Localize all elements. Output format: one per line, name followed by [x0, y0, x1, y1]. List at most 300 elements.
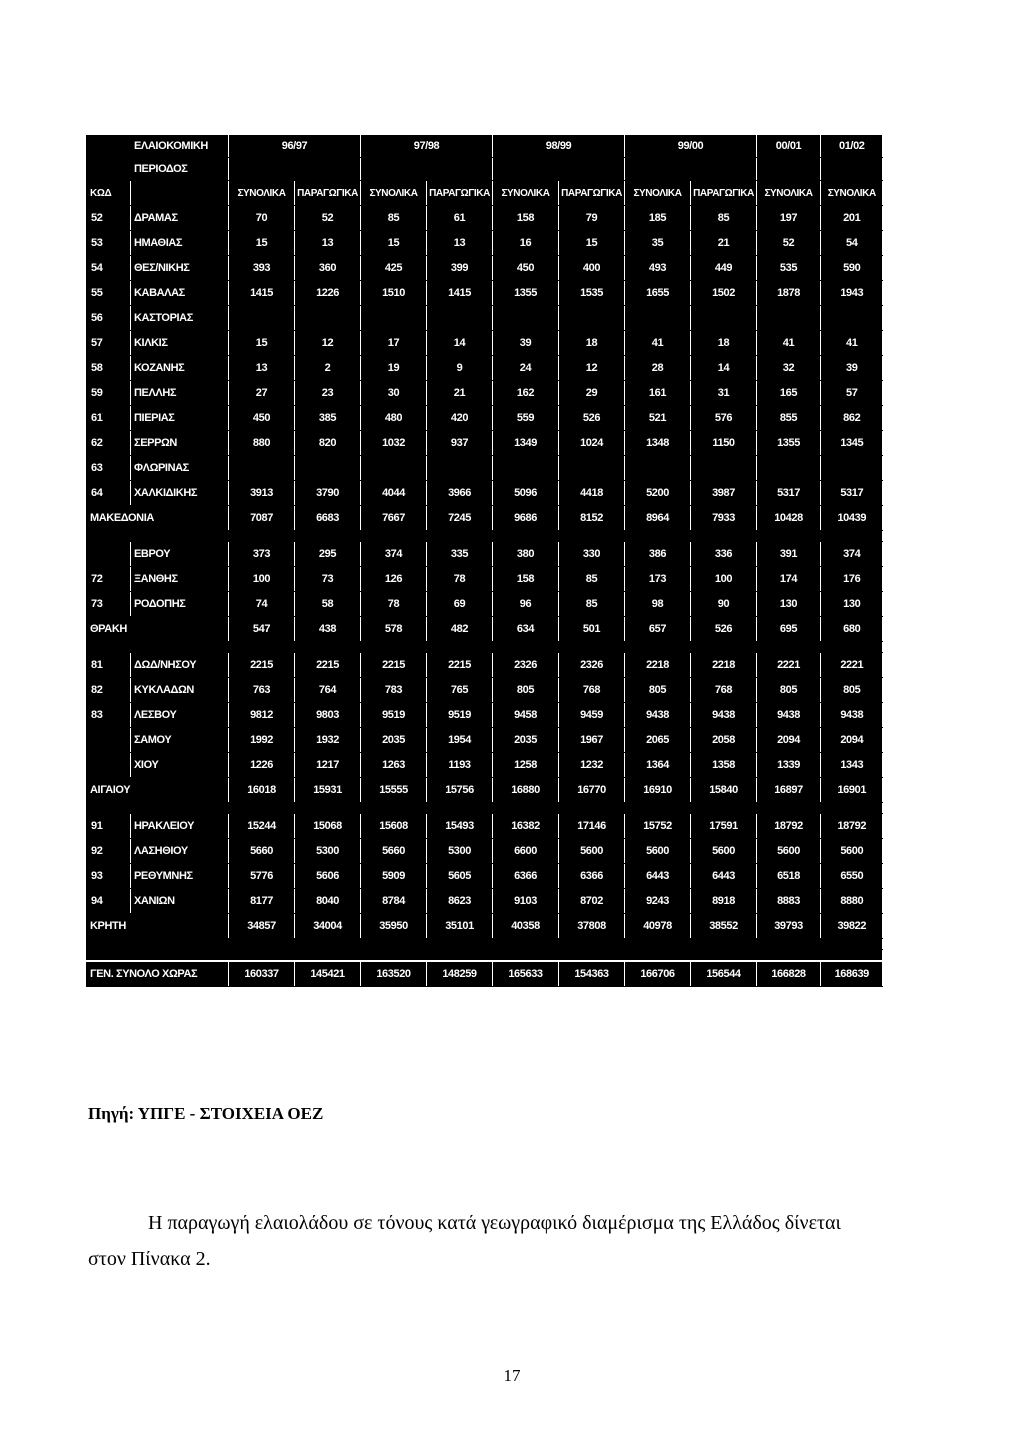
value-cell: 78 [427, 567, 493, 592]
value-cell: 16770 [559, 778, 625, 803]
value-cell: 160337 [229, 961, 295, 987]
value-cell: 2065 [625, 728, 691, 753]
value-cell: 1349 [493, 431, 559, 456]
value-cell: 39 [821, 356, 883, 381]
value-cell: 1226 [229, 753, 295, 778]
value-cell: 521 [625, 406, 691, 431]
value-cell: 15 [559, 231, 625, 256]
value-cell: 174 [757, 567, 821, 592]
value-cell: 145421 [295, 961, 361, 987]
value-cell: 5317 [821, 481, 883, 506]
value-cell: 17 [361, 331, 427, 356]
prefecture-name: ΚΟΖΑΝΗΣ [131, 356, 229, 381]
value-cell [295, 456, 361, 481]
value-cell: 8177 [229, 889, 295, 914]
value-cell: 16910 [625, 778, 691, 803]
value-cell: 185 [625, 206, 691, 231]
value-cell [427, 306, 493, 331]
value-cell: 18792 [757, 814, 821, 839]
value-cell: 39793 [757, 914, 821, 939]
value-cell: 5300 [427, 839, 493, 864]
value-cell: 2215 [427, 653, 493, 678]
value-cell: 295 [295, 542, 361, 567]
subheader-cell: ΣΥΝΟΛΙΚΑ [229, 181, 295, 206]
value-cell: 52 [295, 206, 361, 231]
prefecture-name: ΣΕΡΡΩΝ [131, 431, 229, 456]
value-cell: 634 [493, 617, 559, 642]
value-cell: 9243 [625, 889, 691, 914]
value-cell: 1415 [229, 281, 295, 306]
body-paragraph [88, 1205, 878, 1277]
value-cell: 1502 [691, 281, 757, 306]
prefecture-code: 62 [87, 431, 131, 456]
table-row [87, 206, 883, 231]
value-cell: 1263 [361, 753, 427, 778]
prefecture-name: ΠΙΕΡΙΑΣ [131, 406, 229, 431]
value-cell: 1364 [625, 753, 691, 778]
value-cell: 74 [229, 592, 295, 617]
value-cell: 13 [295, 231, 361, 256]
value-cell: 15555 [361, 778, 427, 803]
spacer-cell [87, 939, 883, 950]
prefecture-code: 55 [87, 281, 131, 306]
prefecture-code: 73 [87, 592, 131, 617]
value-cell: 1217 [295, 753, 361, 778]
value-cell: 680 [821, 617, 883, 642]
value-cell: 450 [229, 406, 295, 431]
value-cell: 21 [427, 381, 493, 406]
value-cell [229, 306, 295, 331]
value-cell: 9459 [559, 703, 625, 728]
value-cell: 9803 [295, 703, 361, 728]
value-cell: 6550 [821, 864, 883, 889]
value-cell: 173 [625, 567, 691, 592]
prefecture-code: 72 [87, 567, 131, 592]
value-cell: 2 [295, 356, 361, 381]
value-cell: 14 [427, 331, 493, 356]
value-cell: 90 [691, 592, 757, 617]
value-cell [691, 456, 757, 481]
value-cell: 165633 [493, 961, 559, 987]
value-cell: 5600 [757, 839, 821, 864]
value-cell: 197 [757, 206, 821, 231]
value-cell [559, 306, 625, 331]
value-cell: 2218 [691, 653, 757, 678]
prefecture-name: ΔΩΔ/ΝΗΣΟΥ [131, 653, 229, 678]
prefecture-name: ΚΑΒΑΛΑΣ [131, 281, 229, 306]
value-cell: 5909 [361, 864, 427, 889]
value-cell: 5660 [229, 839, 295, 864]
value-cell: 15840 [691, 778, 757, 803]
value-cell: 5600 [559, 839, 625, 864]
value-cell: 168639 [821, 961, 883, 987]
code-header: ΚΩΔ [87, 181, 131, 206]
region-name: ΑΙΓΑΙΟΥ [87, 778, 229, 803]
value-cell: 100 [691, 567, 757, 592]
value-cell: 1535 [559, 281, 625, 306]
subheader-row [87, 181, 883, 206]
value-cell: 8623 [427, 889, 493, 914]
prefecture-code: 82 [87, 678, 131, 703]
prefecture-name: ΦΛΩΡΙΝΑΣ [131, 456, 229, 481]
value-cell: 880 [229, 431, 295, 456]
header-row-title [87, 135, 883, 158]
value-cell: 8702 [559, 889, 625, 914]
value-cell: 166828 [757, 961, 821, 987]
value-cell: 15493 [427, 814, 493, 839]
table-row [87, 381, 883, 406]
value-cell [691, 306, 757, 331]
value-cell: 35101 [427, 914, 493, 939]
value-cell: 6518 [757, 864, 821, 889]
prefecture-name: ΧΑΝΙΩΝ [131, 889, 229, 914]
value-cell: 768 [559, 678, 625, 703]
table-row [87, 356, 883, 381]
table-row [87, 481, 883, 506]
region-name: ΘΡΑΚΗ [87, 617, 229, 642]
region-total-row [87, 961, 883, 987]
value-cell: 1355 [493, 281, 559, 306]
value-cell: 1655 [625, 281, 691, 306]
value-cell: 1193 [427, 753, 493, 778]
value-cell: 8883 [757, 889, 821, 914]
value-cell: 1024 [559, 431, 625, 456]
value-cell: 425 [361, 256, 427, 281]
prefecture-code: 61 [87, 406, 131, 431]
prefecture-name: ΚΑΣΤΟΡΙΑΣ [131, 306, 229, 331]
region-total-row [87, 778, 883, 803]
prefecture-name: ΡΟΔΟΠΗΣ [131, 592, 229, 617]
value-cell: 2215 [229, 653, 295, 678]
prefecture-code: 59 [87, 381, 131, 406]
prefecture-code: 92 [87, 839, 131, 864]
period-header: 00/01 [757, 135, 821, 158]
value-cell: 5317 [757, 481, 821, 506]
value-cell: 15752 [625, 814, 691, 839]
spacer-row [87, 939, 883, 950]
value-cell: 14 [691, 356, 757, 381]
value-cell: 9 [427, 356, 493, 381]
value-cell: 37808 [559, 914, 625, 939]
value-cell: 1343 [821, 753, 883, 778]
value-cell: 18 [691, 331, 757, 356]
value-cell: 5600 [625, 839, 691, 864]
value-cell [295, 306, 361, 331]
value-cell [493, 456, 559, 481]
value-cell: 9438 [625, 703, 691, 728]
header-row-title2 [87, 158, 883, 181]
value-cell: 17146 [559, 814, 625, 839]
prefecture-name: ΣΑΜΟΥ [131, 728, 229, 753]
value-cell: 768 [691, 678, 757, 703]
value-cell: 21 [691, 231, 757, 256]
paragraph-line-2: στον Πίνακα 2. [88, 1248, 211, 1270]
value-cell: 400 [559, 256, 625, 281]
value-cell: 3913 [229, 481, 295, 506]
value-cell: 1967 [559, 728, 625, 753]
value-cell: 31 [691, 381, 757, 406]
region-name: ΓΕΝ. ΣΥΝΟΛΟ ΧΩΡΑΣ [87, 961, 229, 987]
value-cell: 16880 [493, 778, 559, 803]
value-cell: 482 [427, 617, 493, 642]
value-cell: 15 [229, 231, 295, 256]
value-cell: 130 [757, 592, 821, 617]
prefecture-name: ΛΑΣΗΘΙΟΥ [131, 839, 229, 864]
name-header [131, 181, 229, 206]
value-cell: 9458 [493, 703, 559, 728]
value-cell: 1150 [691, 431, 757, 456]
value-cell: 41 [821, 331, 883, 356]
value-cell: 386 [625, 542, 691, 567]
subheader-cell: ΣΥΝΟΛΙΚΑ [757, 181, 821, 206]
value-cell: 16897 [757, 778, 821, 803]
value-cell: 493 [625, 256, 691, 281]
prefecture-code [87, 542, 131, 567]
prefecture-name: ΚΥΚΛΑΔΩΝ [131, 678, 229, 703]
value-cell: 176 [821, 567, 883, 592]
value-cell: 163520 [361, 961, 427, 987]
value-cell: 12 [295, 331, 361, 356]
value-cell: 32 [757, 356, 821, 381]
table-row [87, 678, 883, 703]
value-cell: 12 [559, 356, 625, 381]
spacer-row [87, 803, 883, 814]
value-cell: 13 [427, 231, 493, 256]
page-number: 17 [503, 1366, 521, 1385]
value-cell [757, 456, 821, 481]
value-cell: 41 [625, 331, 691, 356]
value-cell: 9519 [427, 703, 493, 728]
value-cell: 1348 [625, 431, 691, 456]
prefecture-code [87, 728, 131, 753]
table-row [87, 281, 883, 306]
paragraph-line-1: Η παραγωγή ελαιολάδου σε τόνους κατά γεωγραφικό διαμέρισμα της Ελλάδος δίνεται [148, 1212, 841, 1234]
value-cell: 70 [229, 206, 295, 231]
value-cell [625, 306, 691, 331]
value-cell: 5600 [691, 839, 757, 864]
value-cell: 8784 [361, 889, 427, 914]
table-row [87, 456, 883, 481]
value-cell: 15931 [295, 778, 361, 803]
region-total-row [87, 617, 883, 642]
value-cell [821, 306, 883, 331]
value-cell: 98 [625, 592, 691, 617]
value-cell: 85 [361, 206, 427, 231]
table-row [87, 592, 883, 617]
region-total-row [87, 914, 883, 939]
value-cell: 73 [295, 567, 361, 592]
value-cell: 9103 [493, 889, 559, 914]
value-cell: 158 [493, 567, 559, 592]
value-cell: 501 [559, 617, 625, 642]
value-cell: 154363 [559, 961, 625, 987]
region-name: ΚΡΗΤΗ [87, 914, 229, 939]
value-cell: 9438 [821, 703, 883, 728]
value-cell: 1415 [427, 281, 493, 306]
value-cell: 1345 [821, 431, 883, 456]
subheader-cell: ΠΑΡΑΓΩΓΙΚΑ [691, 181, 757, 206]
value-cell: 165 [757, 381, 821, 406]
spacer-row [87, 642, 883, 653]
value-cell: 862 [821, 406, 883, 431]
value-cell: 8918 [691, 889, 757, 914]
value-cell: 38552 [691, 914, 757, 939]
stats-table-grid [86, 135, 883, 987]
table-row [87, 753, 883, 778]
value-cell: 34004 [295, 914, 361, 939]
table-row [87, 431, 883, 456]
value-cell: 10428 [757, 506, 821, 531]
value-cell: 40358 [493, 914, 559, 939]
subheader-cell: ΣΥΝΟΛΙΚΑ [821, 181, 883, 206]
subheader-cell: ΠΑΡΑΓΩΓΙΚΑ [427, 181, 493, 206]
value-cell: 2221 [821, 653, 883, 678]
table-row [87, 728, 883, 753]
value-cell: 8152 [559, 506, 625, 531]
table-row [87, 839, 883, 864]
value-cell [493, 306, 559, 331]
value-cell: 3966 [427, 481, 493, 506]
value-cell: 399 [427, 256, 493, 281]
prefecture-name: ΕΒΡΟΥ [131, 542, 229, 567]
value-cell: 336 [691, 542, 757, 567]
value-cell: 5660 [361, 839, 427, 864]
prefecture-name: ΞΑΝΘΗΣ [131, 567, 229, 592]
value-cell: 16901 [821, 778, 883, 803]
region-name: ΜΑΚΕΔΟΝΙΑ [87, 506, 229, 531]
value-cell: 39822 [821, 914, 883, 939]
period-header: 97/98 [361, 135, 493, 158]
value-cell: 374 [361, 542, 427, 567]
value-cell: 1339 [757, 753, 821, 778]
prefecture-code: 94 [87, 889, 131, 914]
value-cell [559, 456, 625, 481]
table-row [87, 814, 883, 839]
value-cell: 3987 [691, 481, 757, 506]
spacer-row [87, 531, 883, 542]
value-cell: 15 [361, 231, 427, 256]
prefecture-code: 52 [87, 206, 131, 231]
value-cell: 7245 [427, 506, 493, 531]
subheader-cell: ΣΥΝΟΛΙΚΑ [493, 181, 559, 206]
value-cell: 783 [361, 678, 427, 703]
value-cell: 18 [559, 331, 625, 356]
value-cell: 19 [361, 356, 427, 381]
prefecture-name: ΘΕΣ/ΝΙΚΗΣ [131, 256, 229, 281]
value-cell: 855 [757, 406, 821, 431]
value-cell: 23 [295, 381, 361, 406]
value-cell: 1232 [559, 753, 625, 778]
value-cell: 61 [427, 206, 493, 231]
table-row [87, 256, 883, 281]
value-cell: 5600 [821, 839, 883, 864]
value-cell: 2035 [493, 728, 559, 753]
value-cell: 576 [691, 406, 757, 431]
value-cell: 6600 [493, 839, 559, 864]
subheader-cell: ΠΑΡΑΓΩΓΙΚΑ [295, 181, 361, 206]
value-cell: 156544 [691, 961, 757, 987]
prefecture-name: ΛΕΣΒΟΥ [131, 703, 229, 728]
value-cell: 2326 [493, 653, 559, 678]
value-cell: 30 [361, 381, 427, 406]
value-cell: 9686 [493, 506, 559, 531]
value-cell: 1355 [757, 431, 821, 456]
prefecture-name: ΡΕΘΥΜΝΗΣ [131, 864, 229, 889]
period-header: 98/99 [493, 135, 625, 158]
value-cell: 4044 [361, 481, 427, 506]
value-cell: 8040 [295, 889, 361, 914]
value-cell: 24 [493, 356, 559, 381]
subheader-cell: ΠΑΡΑΓΩΓΙΚΑ [559, 181, 625, 206]
value-cell: 2326 [559, 653, 625, 678]
value-cell: 41 [757, 331, 821, 356]
value-cell: 15756 [427, 778, 493, 803]
value-cell: 2035 [361, 728, 427, 753]
spacer-cell [87, 950, 883, 962]
value-cell: 805 [493, 678, 559, 703]
prefecture-code: 54 [87, 256, 131, 281]
value-cell: 100 [229, 567, 295, 592]
value-cell [361, 456, 427, 481]
value-cell: 1032 [361, 431, 427, 456]
value-cell: 18792 [821, 814, 883, 839]
value-cell: 79 [559, 206, 625, 231]
spacer-row [87, 950, 883, 962]
value-cell: 17591 [691, 814, 757, 839]
value-cell: 1878 [757, 281, 821, 306]
value-cell: 6366 [493, 864, 559, 889]
value-cell: 7087 [229, 506, 295, 531]
table-title-line1: ΕΛΑΙΟΚΟΜΙΚΗ [131, 135, 229, 158]
value-cell: 1510 [361, 281, 427, 306]
value-cell: 3790 [295, 481, 361, 506]
table-row [87, 406, 883, 431]
table-title-line2: ΠΕΡΙΟΔΟΣ [131, 158, 229, 181]
value-cell: 16 [493, 231, 559, 256]
value-cell: 162 [493, 381, 559, 406]
value-cell: 29 [559, 381, 625, 406]
value-cell: 5200 [625, 481, 691, 506]
value-cell: 35 [625, 231, 691, 256]
value-cell: 450 [493, 256, 559, 281]
value-cell: 805 [625, 678, 691, 703]
value-cell: 393 [229, 256, 295, 281]
value-cell: 559 [493, 406, 559, 431]
value-cell: 58 [295, 592, 361, 617]
value-cell: 5605 [427, 864, 493, 889]
value-cell [229, 456, 295, 481]
value-cell: 1258 [493, 753, 559, 778]
value-cell: 6443 [625, 864, 691, 889]
table-row [87, 864, 883, 889]
value-cell: 1992 [229, 728, 295, 753]
value-cell: 1954 [427, 728, 493, 753]
prefecture-name: ΧΑΛΚΙΔΙΚΗΣ [131, 481, 229, 506]
value-cell: 9438 [691, 703, 757, 728]
value-cell: 85 [559, 567, 625, 592]
value-cell: 126 [361, 567, 427, 592]
value-cell: 330 [559, 542, 625, 567]
table-row [87, 542, 883, 567]
prefecture-name: ΔΡΑΜΑΣ [131, 206, 229, 231]
value-cell: 6683 [295, 506, 361, 531]
value-cell: 28 [625, 356, 691, 381]
table-row [87, 703, 883, 728]
value-cell [821, 456, 883, 481]
value-cell: 526 [691, 617, 757, 642]
table-row [87, 889, 883, 914]
prefecture-code: 56 [87, 306, 131, 331]
